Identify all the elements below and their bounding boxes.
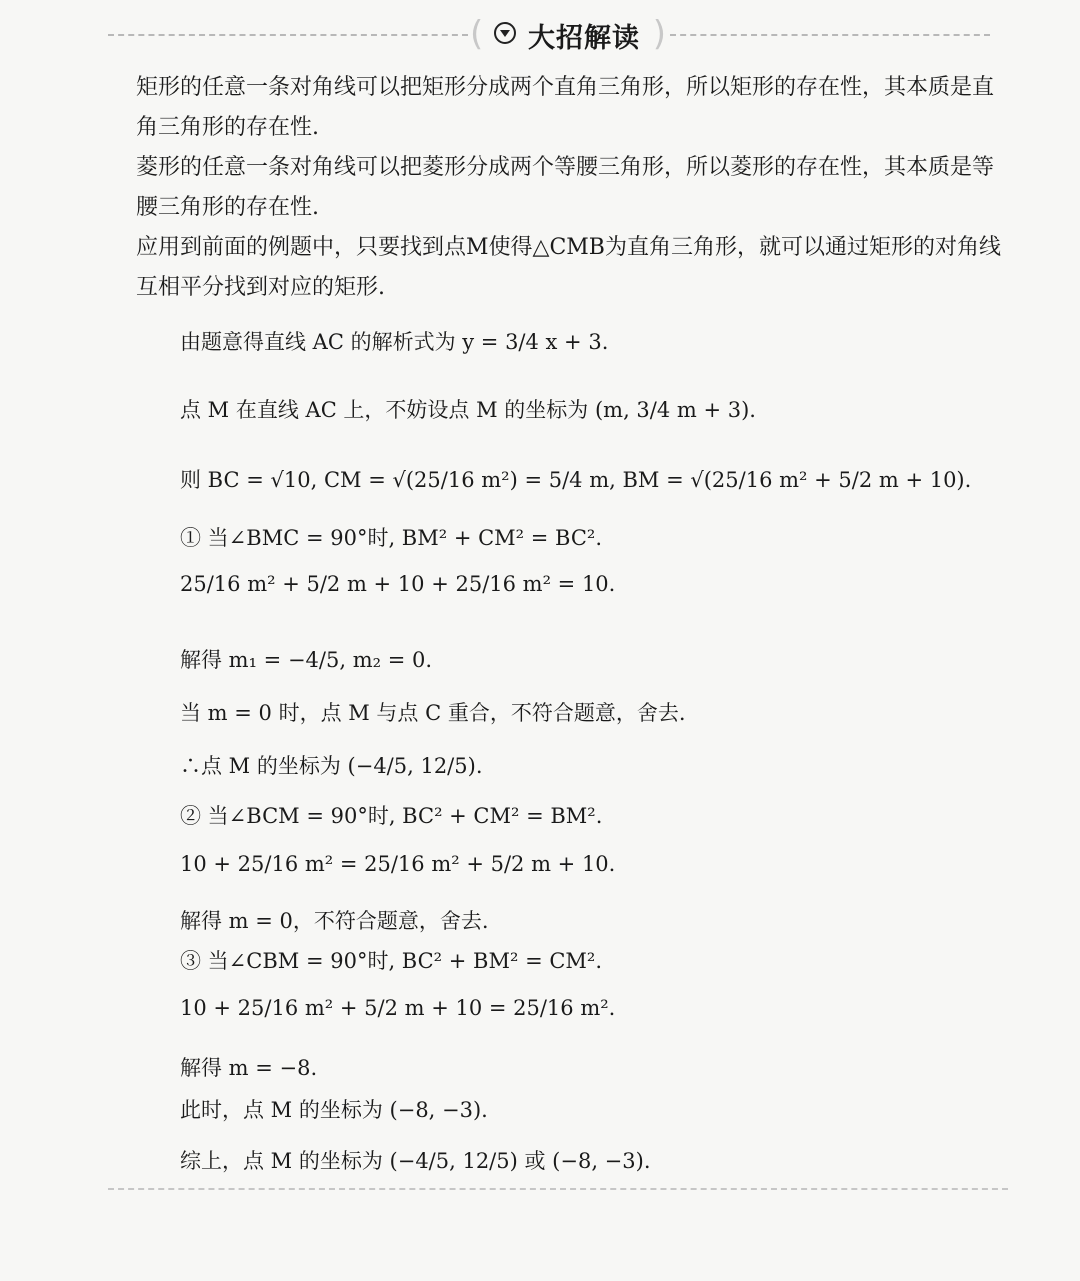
line-m-coordinate: 点 M 在直线 AC 上，不妨设点 M 的坐标为 (m, 3/4 m + 3). [180,398,756,422]
section-header [0,12,1080,62]
line-lengths: 则 BC = √10, CM = √(25/16 m²) = 5/4 m, BM = √(25/16 m² + 5/2 m + 10). [180,468,972,492]
line-case1-reject: 当 m = 0 时，点 M 与点 C 重合，不符合题意，舍去. [180,701,686,725]
header-banner [470,12,666,56]
header-rule-left [108,34,468,36]
line-case2-solution: 解得 m = 0，不符合题意，舍去. [180,909,489,933]
banner-bracket-right: ) [652,14,666,54]
line-case3-solution: 解得 m = −8. [180,1056,318,1080]
paragraph-rectangle: 矩形的任意一条对角线可以把矩形分成两个直角三角形，所以矩形的存在性，其本质是直角三角形的存在性. [136,75,995,140]
line-case1: ① 当∠BMC = 90°时, BM² + CM² = BC². [180,526,603,550]
line-case1-result: ∴点 M 的坐标为 (−4/5, 12/5). [180,754,483,778]
line-ac-equation: 由题意得直线 AC 的解析式为 y = 3/4 x + 3. [180,330,609,354]
triangle-down-icon [494,22,516,44]
paragraph-application: 应用到前面的例题中，只要找到点M使得△CMB为直角三角形，就可以通过矩形的对角线互相平分找到对应的矩形. [136,235,1001,300]
line-case1-solution: 解得 m₁ = −4/5, m₂ = 0. [180,648,433,672]
footer-rule [108,1188,1008,1190]
banner-bracket-left: ( [470,14,484,54]
paragraph-rhombus: 菱形的任意一条对角线可以把菱形分成两个等腰三角形，所以菱形的存在性，其本质是等腰三角形的存在性. [136,155,995,220]
line-case2: ② 当∠BCM = 90°时, BC² + CM² = BM². [180,804,603,828]
line-conclusion: 综上，点 M 的坐标为 (−4/5, 12/5) 或 (−8, −3). [180,1149,651,1173]
line-case3-equation: 10 + 25/16 m² + 5/2 m + 10 = 25/16 m². [180,996,616,1020]
line-case2-equation: 10 + 25/16 m² = 25/16 m² + 5/2 m + 10. [180,852,616,876]
section-title: 大招解读 [528,23,640,54]
line-case1-equation: 25/16 m² + 5/2 m + 10 + 25/16 m² = 10. [180,572,616,596]
header-rule-right [670,34,990,36]
line-case3-result: 此时，点 M 的坐标为 (−8, −3). [180,1098,488,1122]
line-case3: ③ 当∠CBM = 90°时, BC² + BM² = CM². [180,949,603,973]
